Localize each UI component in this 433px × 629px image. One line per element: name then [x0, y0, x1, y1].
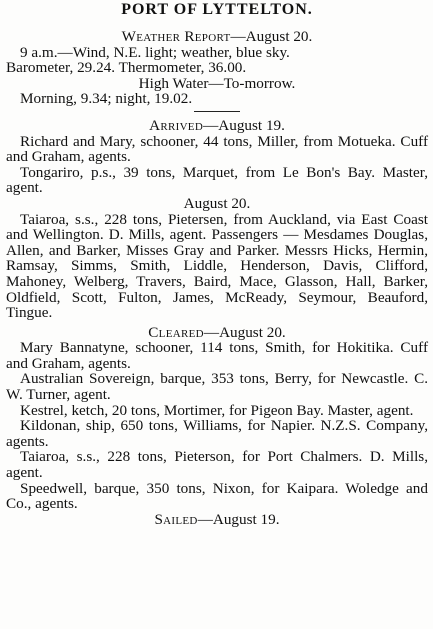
arrived-heading-caps: Arrived [149, 116, 204, 134]
clearance-entry: Australian Sovereign, barque, 353 tons, Berry, for Newcastle. C. W. Turner, agent. [6, 370, 428, 404]
clearance-entry: Taiaroa, s.s., 228 tons, Pieterson, for Port Chalmers. D. Mills, agent. [6, 448, 428, 482]
clearance-entry: Kestrel, ketch, 20 tons, Mortimer, for Pigeon Bay. Master, agent. [20, 401, 414, 419]
high-water-heading: High Water—To-morrow. [138, 74, 296, 92]
arrived-heading [6, 118, 428, 134]
weather-heading-date: —August 20. [230, 28, 313, 45]
arrived-heading-date: —August 19. [203, 116, 285, 134]
clearance-entry: Mary Bannatyne, schooner, 114 tons, Smith, for Hokitika. Cuff and Graham, agents. [6, 339, 428, 372]
cleared-heading [6, 325, 428, 341]
sailed-heading-caps: Sailed [154, 510, 198, 528]
arrival-entry: Tongariro, p.s., 39 tons, Marquet, from Le Bon's Bay. Master, agent. [6, 163, 428, 197]
high-water-times: Morning, 9.34; night, 19.02. [20, 90, 193, 108]
sailed-section [6, 512, 428, 528]
weather-wind: 9 a.m.—Wind, N.E. light; weather, blue sky. [20, 43, 290, 61]
clearance-entry: Speedwell, barque, 350 tons, Nixon, for Kaipara. Woledge and Co., agents. [6, 479, 428, 513]
arrived-section [6, 118, 428, 321]
cleared-heading-caps: Cleared [148, 323, 204, 341]
weather-section [6, 29, 428, 107]
weather-heading [6, 29, 428, 45]
weather-heading-caps: Weather Report [121, 28, 231, 45]
cleared-heading-date: —August 20. [203, 323, 286, 341]
arrival-entry: Richard and Mary, schooner, 44 tons, Miller, from Motueka. Cuff and Graham, agents. [6, 132, 428, 166]
arrived-date-heading: August 20. [183, 194, 251, 212]
arrival-entry: Taiaroa, s.s., 228 tons, Pietersen, from Auckland, via East Coast and Wellington. D. Mills, agent. Passengers — Mesdames Douglas, Allen, and Barker, Misses Gray and Parker. Messrs Hicks, Hermin, Ramsay, Simms, Smith, Liddle, Henderson, Davis, Clifford, Mahoney, Welberg, Travers, Baird, Mace, Glasson, Hall, Barker, Oldfield, Scott, Fulton, James, McReady, Seymour, Beauford, Tingue. [6, 210, 428, 322]
sailed-heading-date: —August 19. [197, 510, 280, 528]
cleared-section [6, 325, 428, 512]
section-divider [194, 111, 240, 112]
page-title: PORT OF LYTTELTON. [121, 1, 313, 18]
clearance-entry: Kildonan, ship, 650 tons, Williams, for Napier. N.Z.S. Company, agents. [6, 417, 428, 450]
sailed-heading [6, 512, 428, 528]
weather-barometer: Barometer, 29.24. Thermometer, 36.00. [6, 59, 247, 77]
